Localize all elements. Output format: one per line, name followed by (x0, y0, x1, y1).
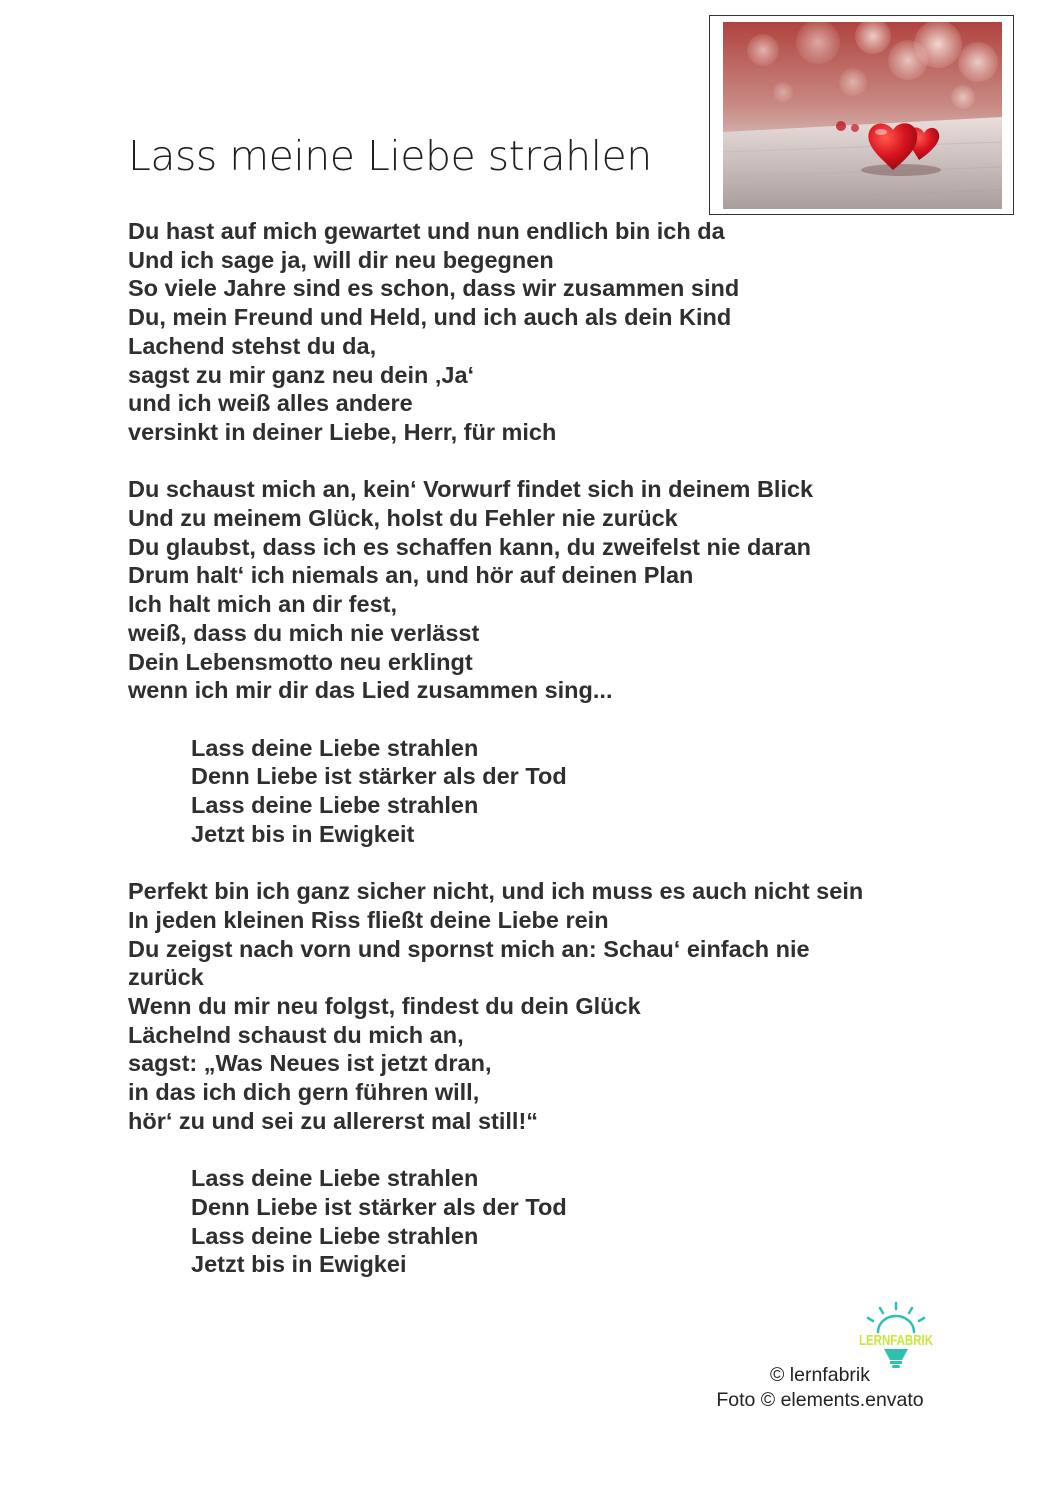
chorus-line: Lass deine Liebe strahlen (191, 1222, 479, 1249)
lyric-line: Du hast auf mich gewartet und nun endlich bin ich da (128, 218, 725, 244)
stanza-verse-2 (128, 475, 928, 705)
stanza-verse-1 (128, 217, 928, 447)
lyric-line: Du schaust mich an, kein‘ Vorwurf findet sich in deinem Blick (128, 476, 814, 503)
photo-frame (709, 15, 1014, 215)
lyric-line: Du glaubst, dass ich es schaffen kann, du zweifelst nie daran (128, 533, 811, 560)
stanza-verse-3 (128, 877, 928, 1135)
lyric-line: in das ich dich gern führen will, (128, 1079, 480, 1106)
lyric-line: Perfekt bin ich ganz sicher nicht, und ich muss es auch nicht sein (128, 878, 864, 905)
lyric-line: Wenn du mir neu folgst, findest du dein Glück (128, 992, 641, 1019)
lyric-line: versinkt in deiner Liebe, Herr, für mich (128, 418, 557, 445)
hearts-photo (723, 22, 1002, 209)
lyrics (128, 217, 928, 1308)
stanza-chorus-1 (128, 734, 928, 849)
lyric-line: und ich weiß alles andere (128, 390, 413, 417)
lyric-line: Ich halt mich an dir fest, (128, 591, 397, 618)
lyric-line: Du zeigst nach vorn und spornst mich an: Schau‘ einfach nie (128, 935, 810, 962)
chorus-line: Denn Liebe ist stärker als der Tod (191, 1193, 567, 1220)
chorus-line: Lass deine Liebe strahlen (191, 792, 479, 819)
lyric-line: hör‘ zu und sei zu allererst mal still!“ (128, 1107, 539, 1134)
logo-text: LERNFABRIK (859, 1332, 934, 1349)
lyric-line: In jeden kleinen Riss fließt deine Liebe rein (128, 906, 609, 933)
chorus-line: Jetzt bis in Ewigkei (191, 1251, 407, 1278)
lightbulb-icon (868, 1303, 924, 1332)
lyric-line: wenn ich mir dir das Lied zusammen sing... (128, 677, 613, 704)
lyric-line: weiß, dass du mich nie verlässt (128, 619, 480, 646)
chorus-line: Denn Liebe ist stärker als der Tod (191, 763, 567, 790)
lyric-line: Und ich sage ja, will dir neu begegnen (128, 246, 554, 273)
lyric-line: Und zu meinem Glück, holst du Fehler nie zurück (128, 505, 678, 532)
copyright-text: © lernfabrik (770, 1364, 870, 1386)
chorus-line: Lass deine Liebe strahlen (191, 1165, 479, 1192)
lyric-line: So viele Jahre sind es schon, dass wir zusammen sind (128, 275, 740, 302)
credits (700, 1363, 940, 1413)
lyric-line: zurück (128, 964, 204, 991)
lyric-line: Du, mein Freund und Held, und ich auch als dein Kind (128, 304, 732, 331)
chorus-line: Lass deine Liebe strahlen (191, 734, 479, 761)
lyric-line: Drum halt‘ ich niemals an, und hör auf deinen Plan (128, 562, 694, 589)
page-title: Lass meine Liebe strahlen (128, 132, 652, 180)
chorus-line: Jetzt bis in Ewigkeit (191, 820, 415, 847)
stanza-chorus-2 (128, 1164, 928, 1279)
photo-credit-text: Foto © elements.envato (716, 1389, 924, 1411)
lyric-line: Lachend stehst du da, (128, 332, 377, 359)
lernfabrik-logo (856, 1300, 936, 1370)
lyric-line: sagst zu mir ganz neu dein ‚Ja‘ (128, 361, 475, 388)
lyric-line: sagst: „Was Neues ist jetzt dran, (128, 1050, 492, 1077)
lyric-line: Dein Lebensmotto neu erklingt (128, 648, 473, 675)
lyric-line: Lächelnd schaust du mich an, (128, 1021, 464, 1048)
